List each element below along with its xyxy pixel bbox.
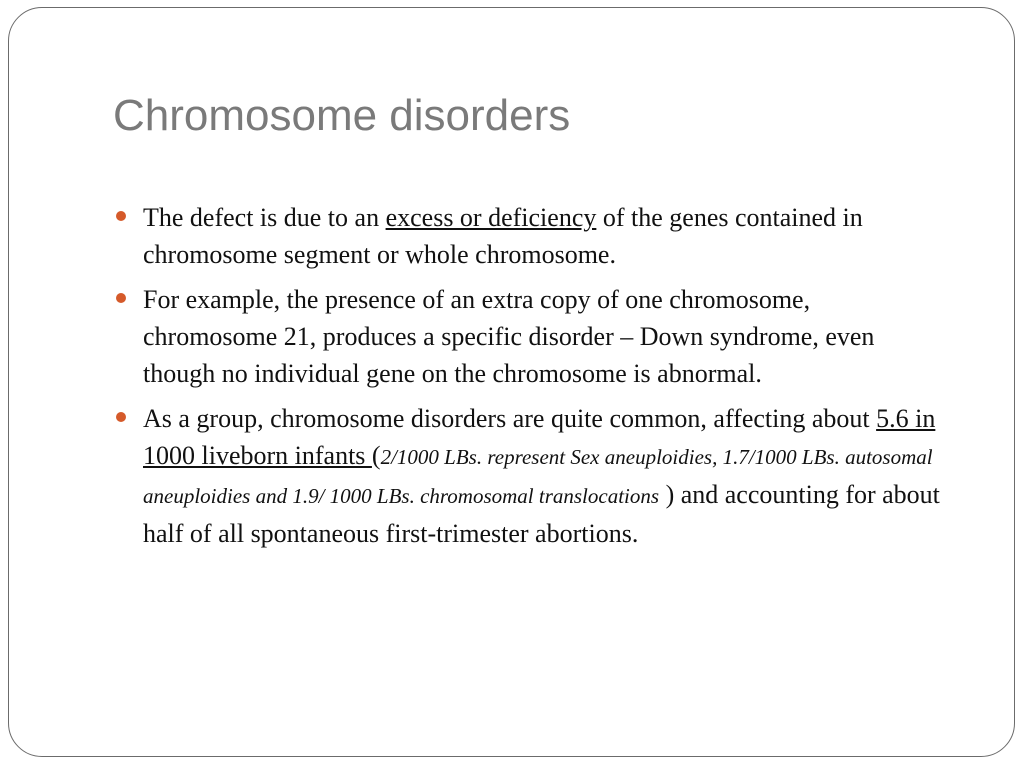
bullet-list xyxy=(113,199,943,560)
bullet-3-italic-note: 2/1000 LBs. represent Sex aneuploidies, 1.7/1000 LBs. autosomal aneuploidies and 1.9/ 1000 LBs. chromosomal translocations xyxy=(143,445,933,508)
bullet-icon xyxy=(116,293,126,303)
bullet-1-text-before: The defect is due to an xyxy=(143,203,386,232)
bullet-2-text: For example, the presence of an extra copy of one chromosome, chromosome 21, produces a specific disorder – Down syndrome, even though no individual gene on the chromosome is abnormal. xyxy=(143,285,875,388)
bullet-item-3 xyxy=(113,400,943,552)
bullet-item-1 xyxy=(113,199,943,273)
bullet-item-2 xyxy=(113,281,943,392)
bullet-1-underlined: excess or deficiency xyxy=(385,203,597,232)
bullet-3-text-after: ) and accounting for about half of all spontaneous first-trimester abortions. xyxy=(143,480,940,548)
slide-title: Chromosome disorders xyxy=(113,91,571,140)
bullet-3-text-before: As a group, chromosome disorders are quite common, affecting about xyxy=(143,404,877,433)
bullet-icon xyxy=(116,412,126,422)
bullet-3-open-paren: ( xyxy=(371,441,381,470)
bullet-3-underlined: 5.6 in 1000 liveborn infants xyxy=(143,404,936,470)
bullet-1-text-after: of the genes contained in chromosome segment or whole chromosome. xyxy=(143,203,863,269)
bullet-icon xyxy=(116,211,126,221)
